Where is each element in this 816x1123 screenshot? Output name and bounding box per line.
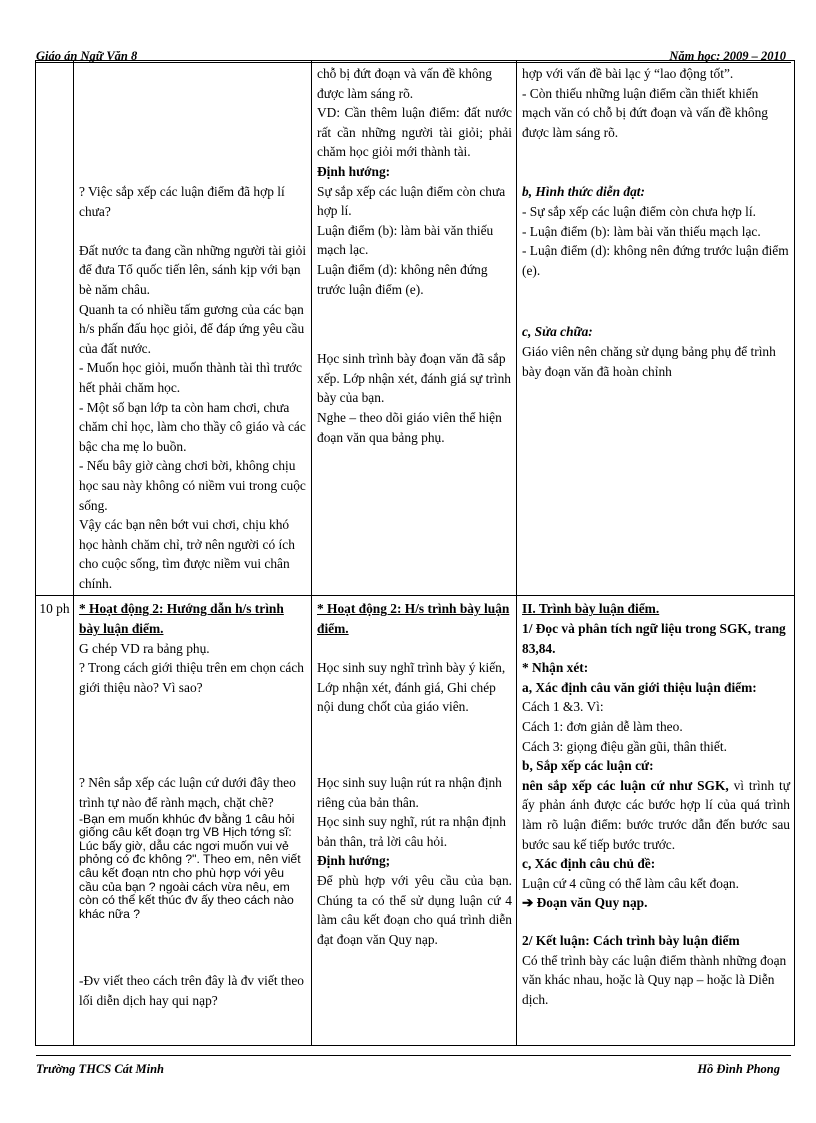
footer-right: Hồ Đình Phong — [697, 1063, 780, 1076]
section-b-title: b, Sắp xếp các luận cứ: — [522, 758, 654, 774]
time-cell: 10 ph — [36, 596, 74, 1046]
header-right: Năm học: 2009 – 2010 — [669, 50, 786, 63]
content-line: Cách 1 &3. Vì: — [522, 699, 604, 715]
footer-left: Trường THCS Cát Minh — [36, 1063, 165, 1076]
footer-rule — [36, 1055, 791, 1056]
content-text: nên sắp xếp các luận cứ như SGK, vì trình tự ấy phản ánh được các bước hợp lí của quá trình làm rõ luận điểm: bước trước dẫn đến bước sau bước sau kế tiếp bước trước. — [522, 777, 790, 852]
content-line: Cách 1: đơn giản dễ làm theo. — [522, 719, 683, 735]
student-cell — [312, 596, 517, 1046]
content-line: - Luận điểm (d): không nên đứng trước luận điểm (e). — [522, 243, 789, 278]
content-text: Giáo viên nên chăng sử dụng bảng phụ để trình bày đoạn văn đã hoàn chỉnh — [522, 343, 776, 379]
time-cell — [36, 61, 74, 596]
content-cell — [517, 596, 795, 1046]
table-row — [36, 61, 795, 596]
paragraph-line: - Nếu bây giờ càng chơi bời, không chịu học sau này không có niềm vui trong cuộc sống. — [79, 458, 306, 513]
student-text: Học sinh suy nghĩ trình bày ý kiến, Lớp nhận xét, đánh giá, Ghi chép nội dung chốt của giáo viên. — [317, 660, 506, 715]
student-text: Nghe – theo dõi giáo viên thể hiện đoạn văn qua bảng phụ. — [317, 409, 502, 445]
content-text: hợp với vấn đề bài lạc ý “lao động tốt”. — [522, 66, 734, 81]
subsection-title: 1/ Đọc và phân tích ngữ liệu trong SGK, trang 83,84. — [522, 621, 786, 656]
section-c-title: c, Xác định câu chủ đề: — [522, 856, 656, 872]
paragraph-line: - Một số bạn lớp ta còn ham chơi, chưa chăm chỉ học, làm cho thầy cô giáo và các bậc cha mẹ lo buồn. — [79, 399, 306, 454]
section-c-title: c, Sửa chữa: — [522, 324, 593, 340]
student-text: Học sinh suy nghĩ, rút ra nhận định bản thân, trả lời câu hỏi. — [317, 814, 506, 849]
content-text: Có thể trình bày các luận điểm thành những đoạn văn khác nhau, hoặc là Quy nạp – hoặc là Diễn dịch. — [522, 952, 787, 1007]
guidance-line: Luận điểm (d): không nên đứng trước luận điểm (e). — [317, 261, 488, 297]
arrow-icon: ➔ — [522, 895, 534, 911]
paragraph-line: - Muốn học giỏi, muốn thành tài thì trước hết phải chăm học. — [79, 360, 302, 395]
teacher-line: G chép VD ra bảng phụ. — [79, 640, 210, 656]
section-b-title: b, Hình thức diễn đạt: — [522, 184, 645, 200]
student-text: Học sinh trình bày đoạn văn đã sắp xếp. Lớp nhận xét, đánh giá sự trình bày của bạn. — [317, 351, 511, 406]
section-a-title: a, Xác định câu văn giới thiệu luận điểm: — [522, 679, 757, 695]
student-text: Học sinh suy luận rút ra nhận định riêng của bản thân. — [317, 775, 502, 810]
teacher-cell — [74, 61, 312, 596]
remark-title: * Nhận xét: — [522, 660, 589, 676]
guidance-line: Sự sắp xếp các luận điểm còn chưa hợp lí. — [317, 183, 506, 219]
content-line: Cách 3: giọng điệu gần gũi, thân thiết. — [522, 738, 727, 754]
content-line: - Luận điểm (b): làm bài văn thiếu mạch lạc. — [522, 223, 761, 239]
content-line: Luận cứ 4 cũng có thể làm câu kết đoạn. — [522, 875, 739, 891]
guidance-title: Định hướng: — [317, 163, 391, 179]
activity-title: * Hoạt động 2: Hướng dẫn h/s trình bày luận điểm. — [79, 601, 284, 637]
activity-title: * Hoạt động 2: H/s trình bày luận điểm. — [317, 601, 510, 637]
question-text: ? Nên sắp xếp các luận cứ dưới đây theo trình tự nào để rành mạch, chặt chẽ? — [79, 775, 296, 811]
guidance-line: Luận điểm (b): làm bài văn thiếu mạch lạc. — [317, 222, 494, 258]
student-cell — [312, 61, 517, 596]
lesson-table — [35, 60, 795, 1046]
content-cell — [517, 61, 795, 596]
question-text: ? Việc sắp xếp các luận điểm đã hợp lí chưa? — [79, 184, 285, 219]
table-row — [36, 596, 795, 1046]
conclusion-title: 2/ Kết luận: Cách trình bày luận điểm — [522, 932, 740, 948]
paragraph-line: Vậy các bạn nên bớt vui chơi, chịu khó học hành chăm chỉ, trở nên người có ích cho cuộc sống, tìm được niềm vui chân chính. — [79, 517, 295, 591]
student-text: chỗ bị đứt đoạn và vấn đề không được làm sáng rõ. — [317, 66, 492, 101]
question-text: -Đv viết theo cách trên đây là đv viết theo lối diễn dịch hay qui nạp? — [79, 973, 304, 1008]
question-text: ? Trong cách giới thiệu trên em chọn cách giới thiệu nào? Vì sao? — [79, 660, 304, 695]
guidance-text: Để phù hợp với yêu cầu của bạn. Chúng ta có thể sử dụng luận cứ 4 làm câu kết đoạn cho quá trình diễn đạt đoạn văn Quy nạp. — [317, 873, 512, 947]
example-text: VD: Cần thêm luận điểm: đất nước rất cần những người tài giỏi; phải chăm học giỏi mới thành tài. — [317, 105, 512, 160]
guidance-title: Định hướng; — [317, 853, 391, 869]
paragraph-line: Quanh ta có nhiều tấm gương của các bạn h/s phấn đấu học giỏi, để đáp ứng yêu cầu của đất nước. — [79, 301, 305, 356]
header-left: Giáo án Ngữ Văn 8 — [36, 50, 138, 63]
content-text: - Còn thiếu những luận điểm cần thiết khiến mạch văn có chỗ bị đứt đoạn và vấn đề không được làm sáng rõ. — [522, 85, 768, 140]
paragraph-line: Đất nước ta đang cần những người tài giỏi để đưa Tổ quốc tiến lên, sánh kịp với bạn bè năm châu. — [79, 242, 307, 297]
result-line: ➔ Đoạn văn Quy nạp. — [522, 895, 648, 911]
content-line: - Sự sắp xếp các luận điểm còn chưa hợp lí. — [522, 203, 756, 219]
section-title: II. Trình bày luận điểm. — [522, 601, 660, 617]
teacher-cell — [74, 596, 312, 1046]
question-small-text: -Bạn em muốn khhúc đv bằng 1 câu hỏi giống câu kết đoạn trg VB Hịch tớng sĩ: Lúc bấy giờ, dẫu các ngơi muốn vui vẻ phỏng có đc không ?". Theo em, nên viết câu kết đoạn ntn cho phù hợp với yêu cầu của bạn ? ngoài cách vừa nêu, em còn có thể kết thúc đv ấy theo cách nào khác nữa ? — [79, 811, 301, 921]
